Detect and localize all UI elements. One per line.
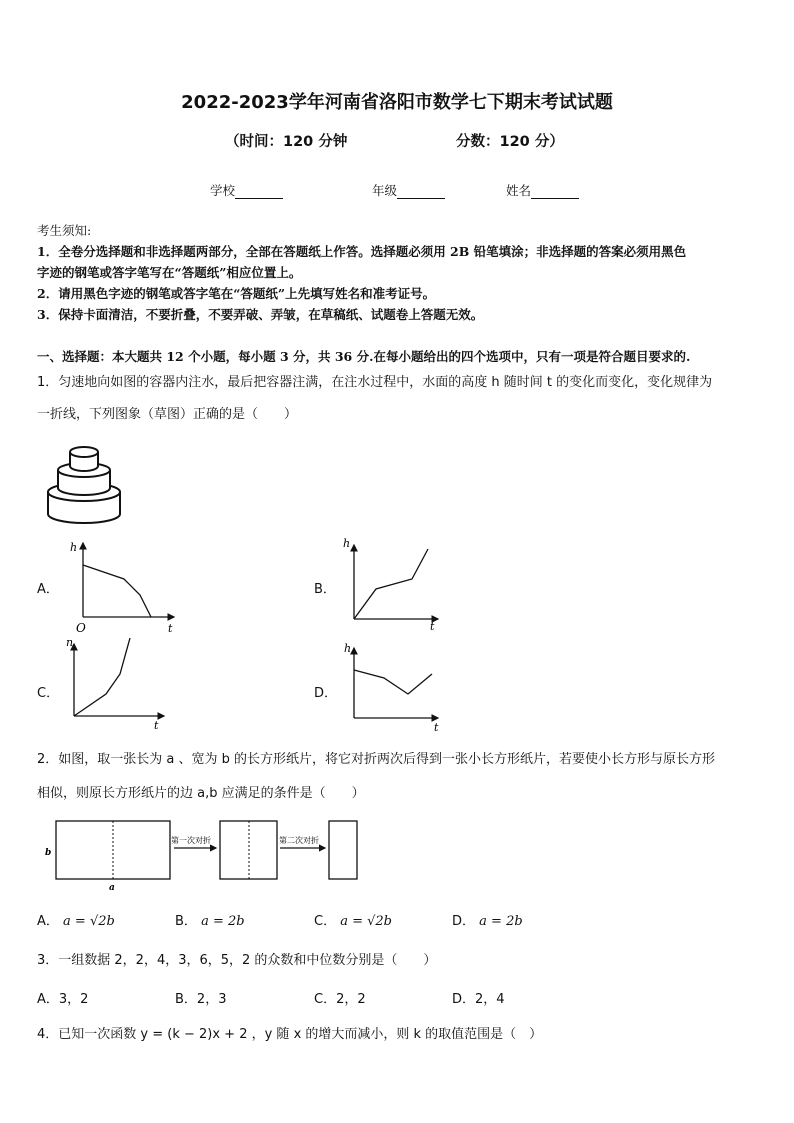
q1-option-b[interactable]: B． (314, 582, 336, 597)
graph-a-h: h (70, 541, 78, 554)
notes-item: 3．保持卡面清洁，不要折叠，不要弄破、弄皱，在草稿纸、试题卷上答题无效。 (37, 307, 484, 322)
q2-option-a-expr: a = √2b (63, 914, 115, 929)
section-heading: 一、选择题：本大题共 12 个小题，每小题 3 分，共 36 分.在每小题给出的四个选项中，只有一项是符合题目要求的. (37, 349, 691, 364)
q3-text: 3．一组数据 2，2，4，3，6，5，2 的众数和中位数分别是（ ） (37, 953, 437, 968)
grade-field (372, 181, 445, 199)
graph-d (338, 638, 448, 733)
graph-a-t: t (168, 622, 173, 635)
graph-b-h: h (343, 537, 351, 550)
label-a: a (109, 883, 115, 893)
q3-option-a[interactable]: A．3，2 (37, 992, 89, 1007)
graph-c (58, 634, 173, 734)
graph-c-t: t (154, 719, 159, 732)
q3-option-d[interactable]: D．2，4 (452, 992, 505, 1007)
graph-a (62, 535, 182, 635)
name-blank[interactable] (531, 185, 579, 199)
exam-time: （时间：120 分钟 (225, 134, 348, 150)
q1-text-line1: 1．匀速地向如图的容器内注水，最后把容器注满，在注水过程中，水面的高度 h 随时间 t 的变化而变化，变化规律为 (37, 375, 713, 390)
q2-option-b[interactable] (175, 910, 245, 929)
school-label: 学校 (210, 183, 236, 198)
q4-text: 4．已知一次函数 y = (k − 2)x + 2 ，y 随 x 的增大而减小，则 k 的取值范围是（ ） (37, 1027, 543, 1042)
notes-item: 2．请用黑色字迹的钢笔或答字笔在“答题纸”上先填写姓名和准考证号。 (37, 286, 436, 301)
candidate-notes (37, 220, 767, 325)
folding-figure (40, 816, 370, 896)
graph-b-t: t (430, 620, 435, 633)
q2-option-d-letter: D． (452, 914, 476, 929)
notes-item: 1．全卷分选择题和非选择题两部分，全部在答题纸上作答。选择题必须用 2B 铅笔填涂；非选择题的答案必须用黑色 (37, 244, 687, 259)
grade-blank[interactable] (397, 185, 445, 199)
q1-option-a[interactable]: A． (37, 582, 59, 597)
q2-option-a[interactable] (37, 910, 115, 929)
q2-option-d-expr: a = 2b (479, 914, 523, 929)
school-field (210, 181, 283, 199)
q2-text-line2: 相似，则原长方形纸片的边 a,b 应满足的条件是（ ） (37, 786, 365, 801)
notes-item: 字迹的钢笔或答字笔写在“答题纸”相应位置上。 (37, 265, 302, 280)
graph-a-o: O (76, 621, 86, 635)
exam-title: 2022-2023学年河南省洛阳市数学七下期末考试试题 (181, 92, 613, 113)
q2-text-line1: 2．如图，取一张长为 a 、宽为 b 的长方形纸片，将它对折两次后得到一张小长方形纸片，若要使小长方形与原长方形 (37, 752, 716, 767)
exam-score: 分数：120 分） (456, 134, 564, 150)
fold2-label: 第二次对折 (279, 836, 319, 845)
q2-option-c-expr: a = √2b (340, 914, 393, 929)
graph-d-h: h (344, 642, 352, 655)
label-b: b (45, 848, 52, 858)
q2-option-a-letter: A． (37, 914, 59, 929)
q2-option-d[interactable] (452, 910, 523, 929)
container-figure (44, 442, 124, 526)
fold1-label: 第一次对折 (171, 836, 211, 845)
q3-option-c[interactable]: C．2，2 (314, 992, 366, 1007)
graph-b (338, 535, 448, 635)
school-blank[interactable] (235, 185, 283, 199)
q1-text-line2: 一折线，下列图象（草图）正确的是（ ） (37, 407, 298, 422)
q3-option-b[interactable]: B．2，3 (175, 992, 227, 1007)
name-label: 姓名 (506, 183, 532, 198)
q1-option-c[interactable]: C． (37, 686, 60, 701)
q1-option-d[interactable]: D． (314, 686, 338, 701)
q2-option-b-expr: a = 2b (201, 914, 245, 929)
name-field (506, 181, 579, 199)
graph-d-t: t (434, 721, 439, 733)
graph-c-n: n (66, 636, 74, 649)
grade-label: 年级 (372, 183, 398, 198)
q2-option-b-letter: B． (175, 914, 197, 929)
notes-heading: 考生须知: (37, 223, 92, 238)
q2-option-c-letter: C． (314, 914, 337, 929)
q2-option-c[interactable] (314, 910, 392, 929)
